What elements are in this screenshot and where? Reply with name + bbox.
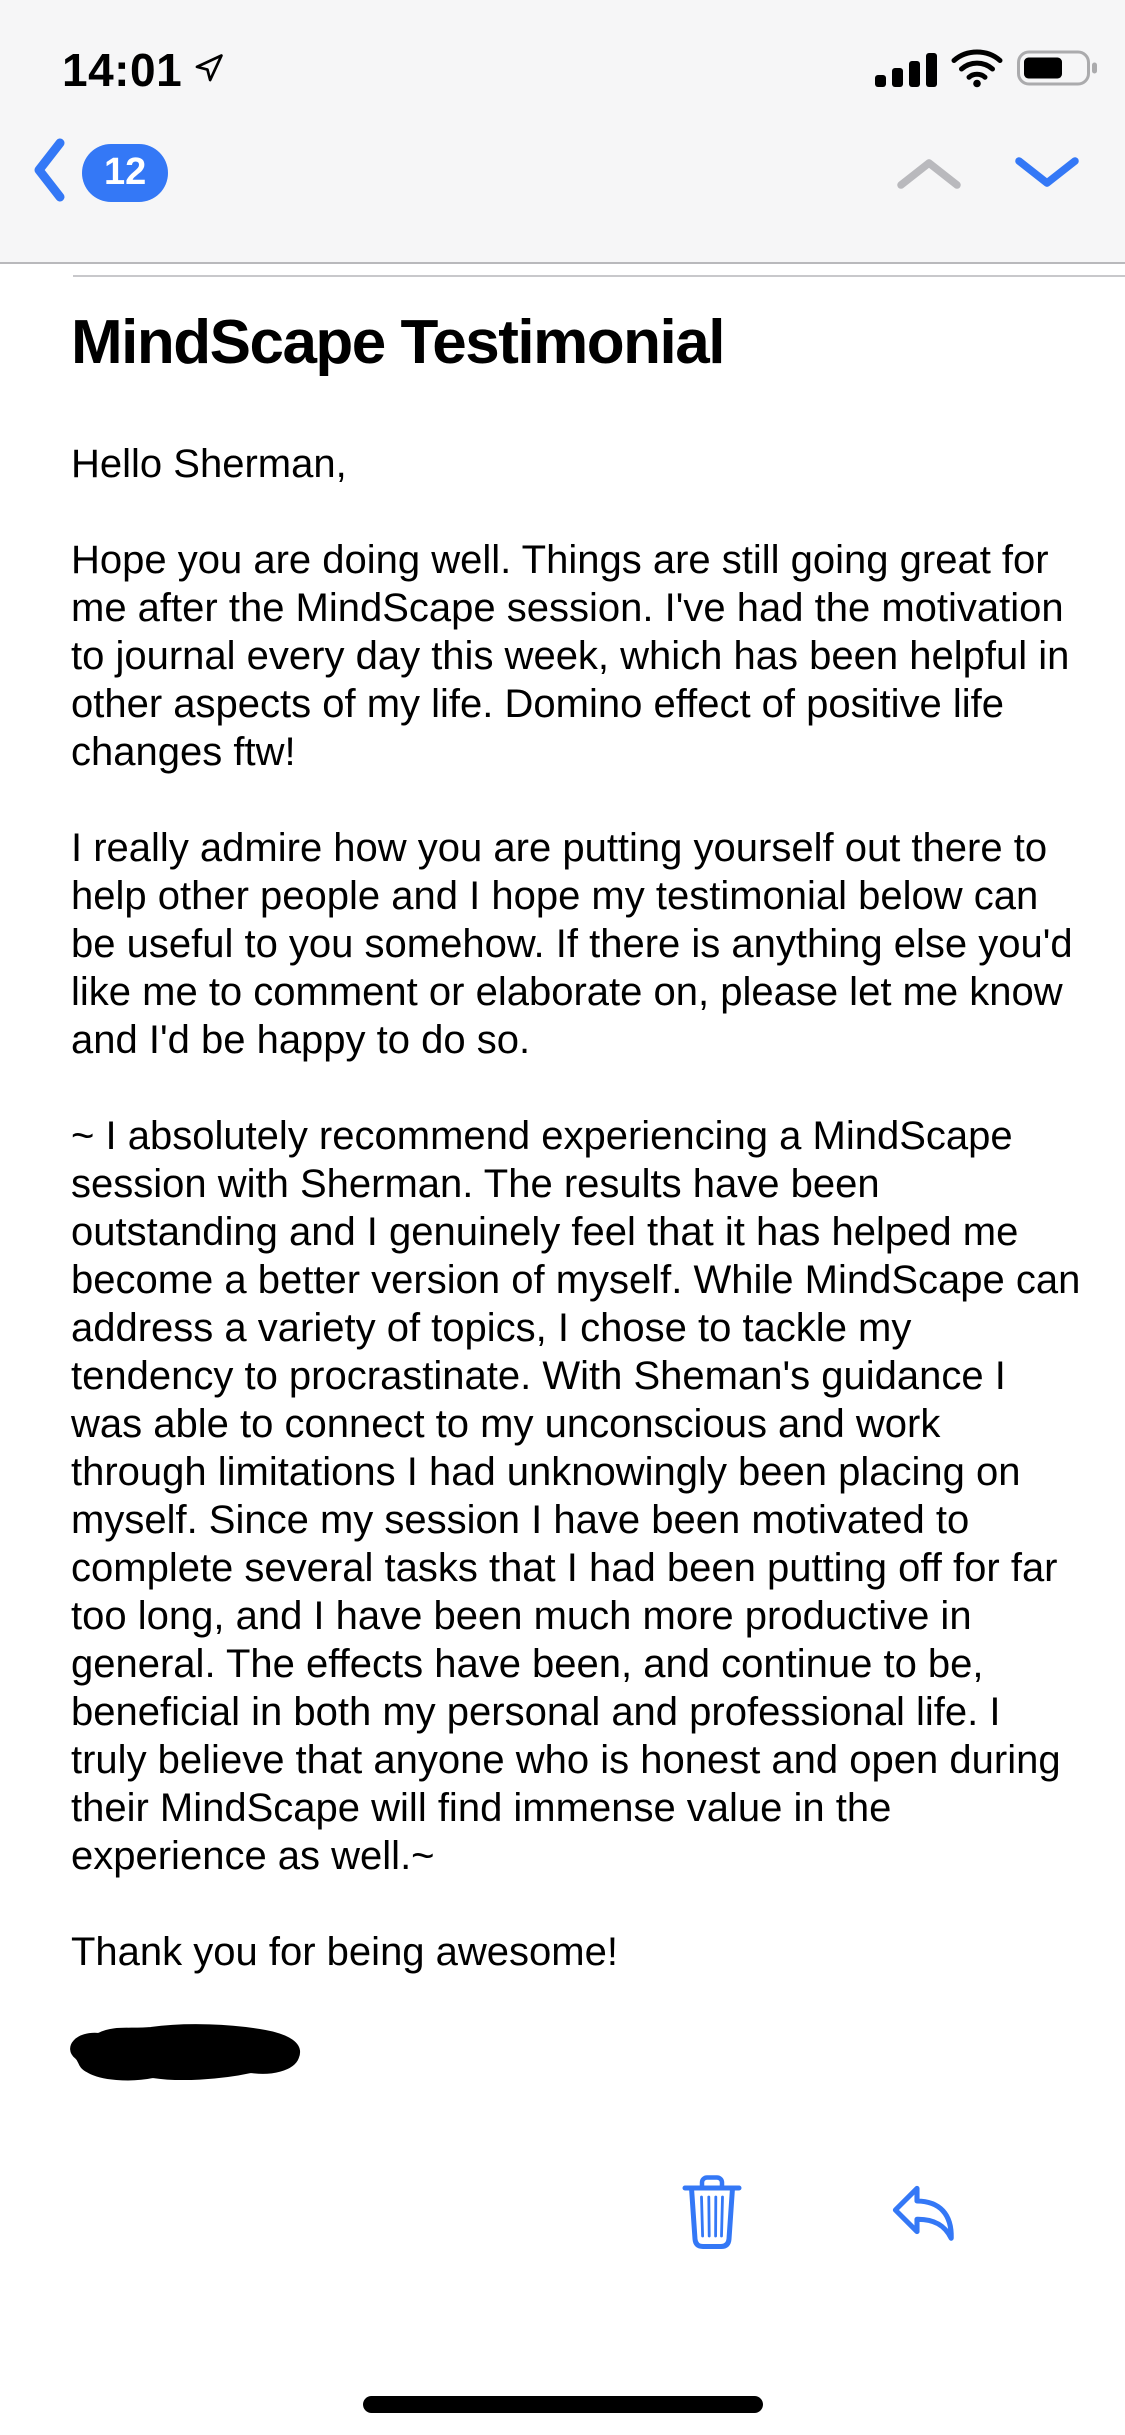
email-subject: MindScape Testimonial	[71, 308, 724, 377]
next-message-button[interactable]	[1014, 155, 1080, 191]
email-paragraph: ~ I absolutely recommend experiencing a MindScape session with Sherman. The results have been outstanding and I genuinely feel that it has helped me become a better version of myself. While MindScape can address a variety of topics, I chose to tackle my tendency to procrastinate. With Sheman's guidance I was able to connect to my unconscious and work through limitations I had unknowingly been placing on myself. Since my session I have been motivated to complete several tasks that I had been putting off for far too long, and I have been much more productive in general. The effects have been, and continue to be, beneficial in both my personal and professional life. I truly believe that anyone who is honest and open during their MindScape will find immense value in the experience as well.~	[71, 1114, 1081, 1879]
cellular-signal-icon	[875, 49, 937, 92]
status-right	[875, 48, 1099, 93]
email-paragraph: I really admire how you are putting yourself out there to help other people and I hope my testimonial below can be useful to you somehow. If there is anything else you'd like me to comment or elaborate on, please let me know and I'd be happy to do so.	[71, 826, 1073, 1063]
back-button[interactable]	[31, 138, 168, 207]
chevron-left-icon	[31, 138, 67, 207]
previous-message-button[interactable]	[896, 155, 962, 191]
home-indicator[interactable]	[363, 2396, 763, 2413]
email-greeting: Hello Sherman,	[71, 442, 347, 487]
ios-header	[0, 0, 1125, 264]
trash-icon	[680, 2238, 744, 2253]
battery-icon	[1017, 50, 1099, 91]
status-left	[62, 43, 226, 97]
redacted-signature	[61, 2024, 303, 2084]
reply-arrow-icon	[887, 2234, 959, 2249]
delete-button[interactable]	[680, 2174, 744, 2253]
status-bar	[0, 0, 1125, 104]
nav-bar	[0, 138, 1125, 207]
unread-count-badge: 12	[82, 144, 168, 202]
wifi-icon	[951, 48, 1003, 93]
clock: 14:01	[62, 44, 183, 96]
reply-button[interactable]	[887, 2174, 959, 2249]
message-nav-controls	[896, 155, 1080, 191]
message-toolbar	[71, 2174, 1081, 2253]
location-services-icon	[192, 51, 226, 90]
email-closing: Thank you for being awesome!	[71, 1930, 618, 1975]
email-body	[0, 277, 1125, 2253]
email-paragraph: Hope you are doing well. Things are still going great for me after the MindScape session. I've had the motivation to journal every day this week, which has been helpful in other aspects of my life. Domino effect of positive life changes ftw!	[71, 538, 1070, 775]
